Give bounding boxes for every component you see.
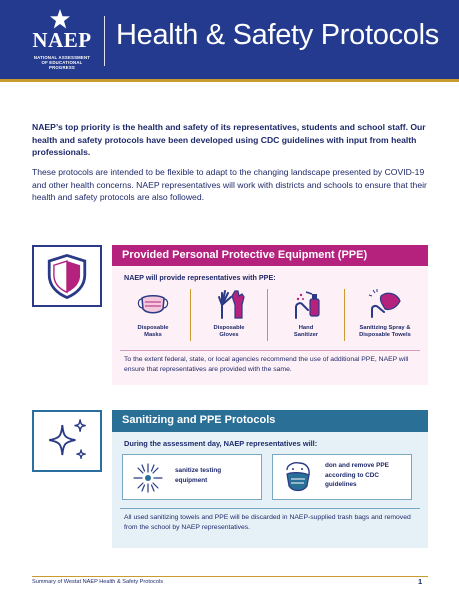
ppe-guidelines-card — [272, 454, 412, 500]
ppe-section-icon-box — [32, 245, 102, 307]
sanitize-equipment-card — [122, 454, 262, 500]
footer-rule — [32, 576, 428, 577]
footer-text: Summary of Westat NAEP Health & Safety Protocols — [32, 579, 163, 585]
ppe-guidelines-text: don and remove PPE according to CDC guidelines — [325, 462, 389, 488]
ppe-item-label: Sanitizing Spray & Disposable Towels — [359, 325, 411, 339]
sanitizing-divider — [120, 508, 420, 509]
header-divider — [104, 16, 105, 66]
logo-text: NAEP — [32, 28, 92, 52]
ppe-separator — [267, 289, 268, 341]
page-title: Health & Safety Protocols — [116, 19, 439, 51]
logo-subtitle: NATIONAL ASSESSMENT OF EDUCATIONAL PROGRESS — [33, 55, 91, 71]
sanitizer-icon — [288, 287, 324, 321]
ppe-item-label: Hand Sanitizer — [293, 325, 319, 339]
ppe-separator — [190, 289, 191, 341]
ppe-header — [112, 245, 428, 266]
ppe-item-spray-towels — [350, 287, 420, 347]
sparkle-icon — [34, 412, 100, 470]
ppe-item-gloves — [194, 287, 264, 347]
face-mask-icon — [279, 460, 317, 496]
star-icon — [49, 8, 71, 30]
ppe-subtitle: NAEP will provide representatives with PPE: — [124, 273, 276, 282]
sanitizing-header — [112, 410, 428, 432]
sanitizing-title: Sanitizing and PPE Protocols — [122, 414, 276, 426]
ppe-panel — [112, 245, 428, 385]
intro-paragraph: These protocols are intended to be flexible to adapt to the changing landscape presented by COVID-19 and other health concerns. NAEP representatives will work with districts and schools to ensure that their health and safety protocols are also followed. — [32, 167, 427, 202]
burst-icon — [129, 460, 167, 496]
shield-icon — [34, 247, 100, 305]
ppe-note: To the extent federal, state, or local agencies recommend the use of additional PPE, NAEP will ensure that representatives are provided with the same. — [124, 356, 409, 373]
ppe-item-sanitizer — [271, 287, 341, 347]
ppe-separator — [344, 289, 345, 341]
header-banner — [0, 0, 459, 82]
gloves-icon — [211, 287, 247, 321]
naep-logo — [22, 8, 102, 74]
ppe-item-label: Disposable Gloves — [213, 325, 245, 339]
sanitizing-subtitle: During the assessment day, NAEP representatives will: — [124, 439, 318, 448]
page-number: 1 — [418, 577, 423, 586]
ppe-item-label: Disposable Masks — [137, 325, 169, 339]
spray-towel-icon — [367, 287, 403, 321]
ppe-item-masks — [118, 287, 188, 347]
intro-bold-paragraph: NAEP’s top priority is the health and safety of its representatives, students and school staff. Our health and safety protocols have been developed using CDC guidelines with input from health professionals. — [32, 122, 426, 157]
ppe-title: Provided Personal Protective Equipment (PPE) — [122, 249, 368, 261]
sanitizing-note: All used sanitizing towels and PPE will be discarded in NAEP-supplied trash bags and removed from the school by NAEP representatives. — [124, 514, 411, 531]
sanitize-equipment-text: sanitize testing equipment — [175, 467, 222, 484]
ppe-divider — [120, 350, 420, 351]
sanitizing-section-icon-box — [32, 410, 102, 472]
sanitizing-panel — [112, 410, 428, 548]
mask-icon — [135, 287, 171, 321]
